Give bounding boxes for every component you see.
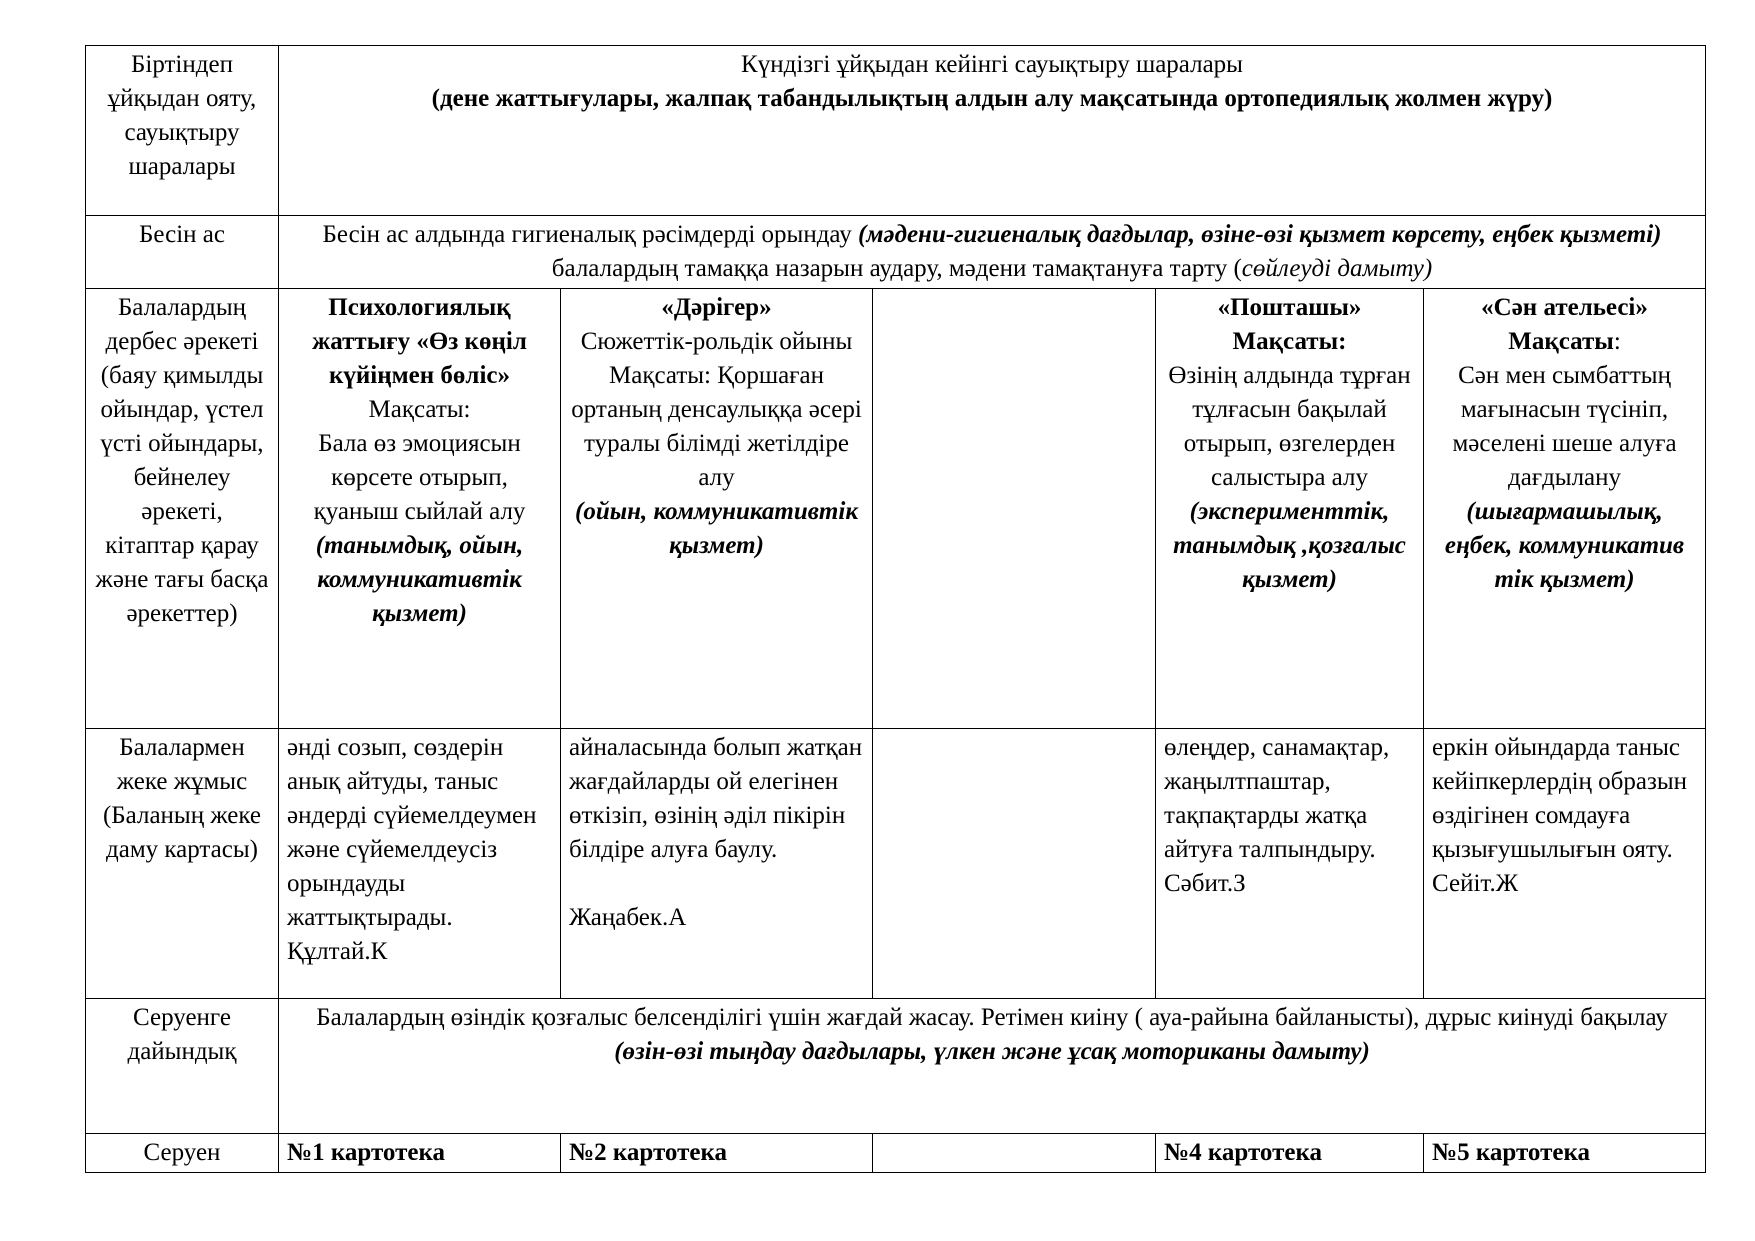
individual-1-text: әнді созып, сөздерін анық айтуды, таныс әндерді сүйемелдеумен және сүйемелдеусіз орындауды жаттықтырады. [287, 734, 537, 931]
activity-5-goal-label: Мақсаты [1508, 328, 1614, 355]
row-activity [86, 289, 1706, 729]
walk-col-3 [873, 1134, 1156, 1173]
activity-4-title: «Пошташы» [1217, 294, 1362, 321]
activity-1-title: Психологиялық жаттығу «Өз көңіл күйіңмен бөліс» [312, 294, 527, 389]
individual-4-name: Сәбит.З [1164, 870, 1246, 897]
individual-1-name: Құлтай.К [287, 938, 388, 965]
row-snack-text-3: балалардың тамаққа назарын аудару, мәдени тамақтануға тарту ( [551, 255, 1242, 282]
row-snack-text-1: Бесін ас алдында гигиеналық рәсімдерді орындау [322, 221, 859, 248]
activity-4-goal: Өзінің алдында тұрған тұлғасын бақылай отырып, өзгелерден салыстыра алу [1168, 362, 1411, 491]
activity-4-goal-label: Мақсаты: [1232, 328, 1347, 355]
walk-col-2: №2 картотека [561, 1134, 873, 1173]
individual-col-5 [1424, 729, 1706, 999]
row-snack-text-4: сөйлеудi дамыту) [1241, 255, 1433, 282]
row-prep [86, 999, 1706, 1134]
activity-1-tags: (танымдық, ойын, коммуникативтік қызмет) [315, 532, 524, 627]
individual-col-4 [1156, 729, 1424, 999]
daily-plan-table [85, 45, 1706, 1173]
individual-5-text: еркін ойындарда таныс кейіпкерлердің образын өздігінен сомдауға қызығушылығын ояту. [1432, 734, 1688, 863]
activity-5-tags-1: (шығармашылық, еңбек, коммуникатив [1444, 498, 1685, 559]
walk-col-5: №5 картотека [1424, 1134, 1706, 1173]
walk-col-1: №1 картотека [279, 1134, 561, 1173]
individual-2-text: айналасында болып жатқан жағдайларды ой елегінен өткізіп, өзінің әділ пікірін білдіре алуға баулу. [569, 734, 863, 863]
activity-1-goal: Бала өз эмоциясын көрсете отырып, қуаныш сыйлай алу [313, 430, 526, 525]
row-individual-label: Балалармен жеке жұмыс (Баланың жеке даму картасы) [86, 729, 279, 999]
row-prep-tags: (өзін-өзі тыңдау дағдылары, үлкен және ұсақ моториканы дамыту) [614, 1038, 1370, 1065]
activity-col-5 [1424, 289, 1706, 729]
row-individual [86, 729, 1706, 999]
activity-col-2 [561, 289, 873, 729]
activity-2-tags: (ойын, коммуникативтік қызмет) [575, 498, 858, 559]
walk-col-4: №4 картотека [1156, 1134, 1424, 1173]
row-wakeup [86, 46, 1706, 216]
row-walk-label: Серуен [86, 1134, 279, 1173]
activity-5-goal: Сән мен сымбаттың мағынасын түсініп, мәселені шеше алуға дағдылану [1452, 362, 1677, 491]
row-prep-text: Балалардың өзіндік қозғалыс белсенділігі үшін жағдай жасау. Ретімен киіну ( ауа-райына байланысты), дұрыс киінуді бақылау [316, 1004, 1668, 1031]
individual-5-name: Сейіт.Ж [1432, 870, 1519, 897]
individual-col-3 [873, 729, 1156, 999]
row-wakeup-subtitle: (дене жаттығулары, жалпақ табандылықтың алдын алу мақсатында ортопедиялық жолмен жүру) [431, 85, 1553, 112]
activity-2-goal: Мақсаты: Қоршаған ортаның денсаулыққа әсері туралы білімді жетілдіре алу [571, 362, 862, 491]
row-snack-text-2: (мәдени-гигиеналық дағдылар, өзіне-өзі қызмет көрсету, еңбек қызметі) [858, 221, 1662, 248]
activity-5-tags-2: тік қызмет) [1494, 566, 1635, 593]
activity-5-goal-colon: : [1613, 328, 1621, 355]
row-wakeup-title: Күндізгі ұйқыдан кейінгі сауықтыру шаралары [741, 51, 1243, 78]
individual-2-name: Жаңабек.А [569, 904, 687, 931]
activity-2-subtitle: Сюжеттік-рольдік ойыны [580, 328, 853, 355]
activity-2-title: «Дәрігер» [661, 294, 772, 321]
activity-5-title: «Сән ательесі» [1481, 294, 1648, 321]
activity-1-goal-label: Мақсаты: [368, 396, 471, 423]
row-prep-content [279, 999, 1706, 1134]
row-snack [86, 216, 1706, 289]
activity-col-1 [279, 289, 561, 729]
activity-4-tags: (эксперименттік, танымдық ,қозғалыс қызмет) [1173, 498, 1406, 593]
individual-4-text: өлеңдер, санамақтар, жаңылтпаштар, тақпақтарды жатқа айтуға талпындыру. [1164, 734, 1390, 863]
activity-col-3 [873, 289, 1156, 729]
row-activity-label: Балалардың дербес әрекеті (баяу қимылды ойындар, үстел үсті ойындары, бейнелеу әрекеті, кітаптар қарау және тағы басқа әрекеттер) [86, 289, 279, 729]
activity-col-4 [1156, 289, 1424, 729]
row-snack-label: Бесін ас [86, 216, 279, 289]
row-walk [86, 1134, 1706, 1173]
row-snack-content [279, 216, 1706, 289]
individual-col-2 [561, 729, 873, 999]
individual-col-1 [279, 729, 561, 999]
row-wakeup-label: Біртіндеп ұйқыдан ояту, сауықтыру шаралары [86, 46, 279, 216]
row-wakeup-content [279, 46, 1706, 216]
row-prep-label: Серуенге дайындық [86, 999, 279, 1134]
